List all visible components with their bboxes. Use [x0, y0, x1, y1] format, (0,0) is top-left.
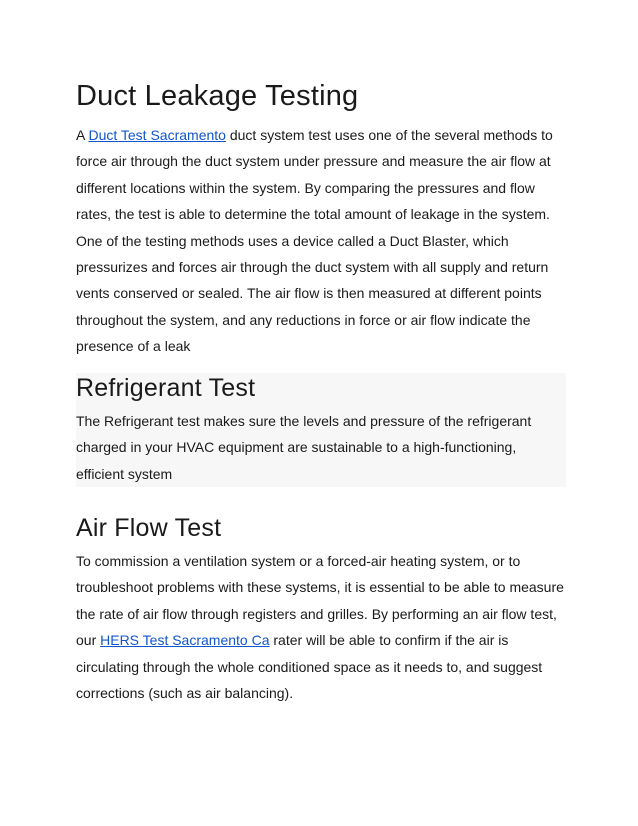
duct-leakage-text-end: duct system test uses one of the several methods to force air through the duct system under pressure and measure the air flow at different locations within the system. By comparing the pressures and flow rates, the test is able to determine the total amount of leakage in the system. One of the testing methods uses a device called a Duct Blaster, which pressurizes and forces air through the duct system with all supply and return vents conserved or sealed. The air flow is then measured at different points throughout the system, and any reductions in force or air flow indicate the presence of a leak — [76, 127, 553, 355]
air-flow-text-end: rater will be able to confirm if the air is circulating through the whole conditioned space as it needs to, and suggest corrections (such as air balancing). — [76, 632, 543, 702]
air-flow-text-start: To commission a ventilation system or a forced-air heating system, or to troubleshoot problems with these systems, it is essential to be able to measure the rate of air flow through registers and grilles. By performing an air flow test, our — [76, 553, 564, 649]
refrigerant-test-heading: Refrigerant Test — [76, 374, 256, 402]
duct-leakage-section — [76, 79, 566, 360]
air-flow-test-section — [76, 513, 566, 706]
hers-test-sacramento-link[interactable]: HERS Test Sacramento Ca — [100, 632, 270, 649]
air-flow-test-heading: Air Flow Test — [76, 514, 222, 542]
duct-test-sacramento-link[interactable]: Duct Test Sacramento — [88, 127, 226, 143]
duct-leakage-text-start: A — [76, 127, 89, 143]
duct-leakage-paragraph — [76, 122, 566, 360]
refrigerant-test-paragraph: The Refrigerant test makes sure the levels and pressure of the refrigerant charged in your HVAC equipment are sustainable to a high-functioning, efficient system — [76, 413, 532, 482]
duct-leakage-heading: Duct Leakage Testing — [76, 80, 359, 112]
air-flow-test-paragraph — [76, 548, 566, 706]
refrigerant-test-section — [76, 373, 566, 487]
